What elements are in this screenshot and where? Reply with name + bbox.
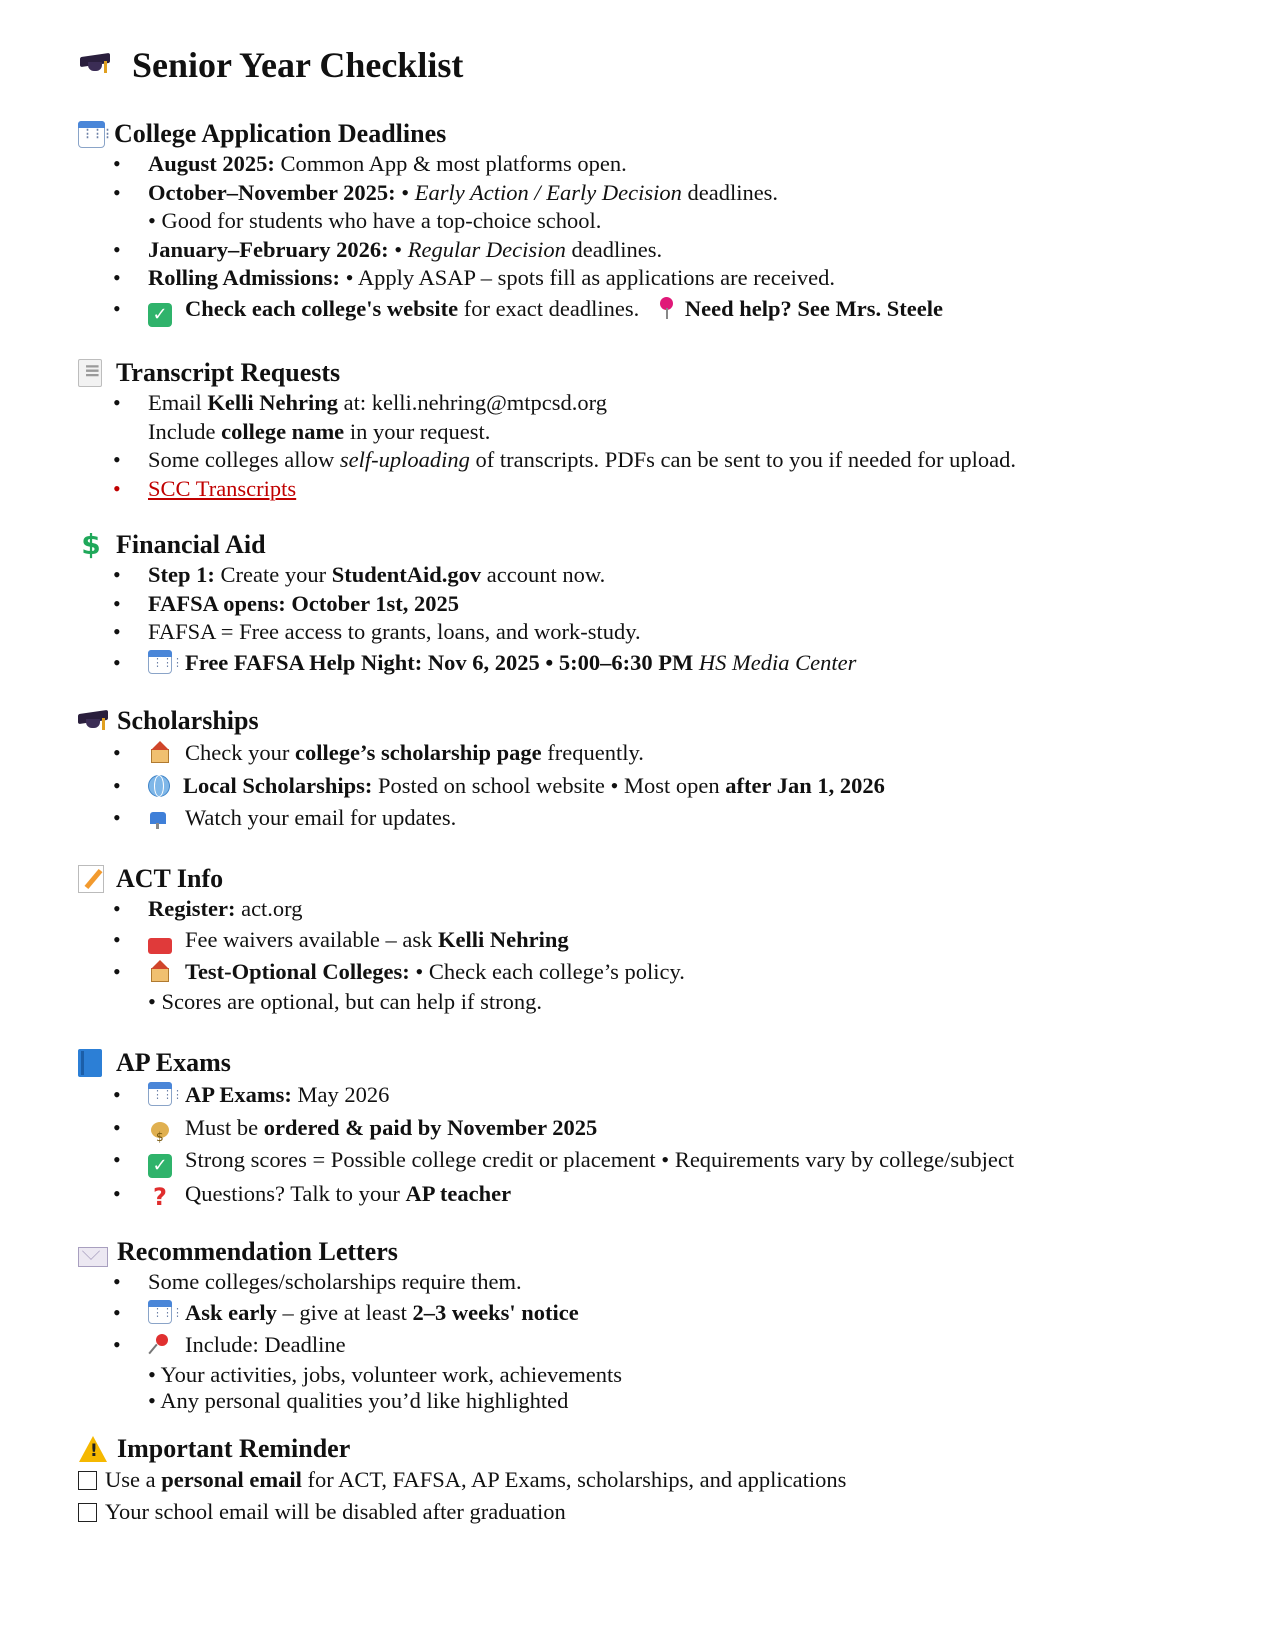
graduation-cap-icon [78,706,108,736]
list-item: • ✓ Check each college's website for exact deadlines. Need help? See Mrs. Steele [78,293,943,327]
calendar-icon [148,1300,172,1324]
reminder-checkbox-item: Your school email will be disabled after graduation [78,1499,566,1525]
list-item: • January–February 2026: • Regular Decision deadlines. [78,236,943,265]
page-title: Senior Year Checklist [80,44,463,86]
question-mark-icon: ? [153,1183,167,1211]
section-recommendation-letters [78,1236,622,1414]
transcript-list [78,389,1016,503]
memo-icon [78,865,104,893]
list-item: • Watch your email for updates. [78,802,885,835]
ap-list [78,1079,1014,1211]
list-item: • Test-Optional Colleges: • Check each college’s policy. • Scores are optional, but can help if strong. [78,956,685,1015]
school-icon [148,959,172,983]
section-important-reminder [78,1433,350,1465]
section-heading: ACT Info [78,863,685,895]
list-item: • August 2025: Common App & most platforms open. [78,150,943,179]
money-bag-icon [148,1115,172,1139]
section-heading: AP Exams [78,1047,1014,1079]
school-icon [148,740,172,764]
list-item: • Some colleges/scholarships require them. [78,1268,622,1297]
act-list [78,895,685,1015]
checkbox[interactable] [78,1503,97,1522]
scholarships-list [78,737,885,835]
check-mark-icon: ✓ [148,1154,172,1178]
list-item: • Register: act.org [78,895,685,924]
list-item: • FAFSA = Free access to grants, loans, and work-study. [78,618,856,647]
list-item: • October–November 2025: • Early Action / Early Decision deadlines. • Good for students who have a top-choice school. [78,179,943,236]
section-heading: ≡ Transcript Requests [78,357,1016,389]
list-item: • Email Kelli Nehring at: kelli.nehring@mtpcsd.org Include college name in your request. [78,389,1016,446]
section-heading: ⋮⋮⋮ College Application Deadlines [78,118,943,150]
section-heading: ! Important Reminder [78,1433,350,1465]
deadline-list [78,150,943,327]
graduation-cap-icon [80,49,118,81]
ticket-icon [148,938,172,954]
list-item: • Step 1: Create your StudentAid.gov account now. [78,561,856,590]
calendar-icon [148,650,172,674]
section-transcripts [78,357,1016,503]
section-act-info [78,863,685,1015]
envelope-icon [78,1247,108,1267]
list-item: ⋮⋮⋮• Free FAFSA Help Night: Nov 6, 2025 • 5:00–6:30 PM HS Media Center [78,647,856,680]
section-heading: Scholarships [78,705,885,737]
section-ap-exams [78,1047,1014,1211]
section-scholarships [78,705,885,835]
list-item: • FAFSA opens: October 1st, 2025 [78,590,856,619]
section-heading: Recommendation Letters [78,1236,622,1268]
list-item [78,475,1016,504]
list-item: • Fee waivers available – ask Kelli Nehring [78,924,685,957]
dollar-sign-icon: $ [81,528,101,561]
pushpin-icon [148,1332,172,1356]
list-item: • Some colleges allow self-uploading of transcripts. PDFs can be sent to you if needed for upload. [78,446,1016,475]
list-item: ⋮⋮⋮• AP Exams: May 2026 [78,1079,1014,1112]
document-icon [78,359,102,387]
section-college-deadlines [78,118,943,327]
list-item: • Rolling Admissions: • Apply ASAP – spots fill as applications are received. [78,264,943,293]
list-item: • ? Questions? Talk to your AP teacher [78,1178,1014,1211]
checkbox[interactable] [78,1471,97,1490]
globe-icon [148,775,170,797]
section-heading: $ Financial Aid [78,529,856,561]
check-mark-icon: ✓ [148,303,172,327]
list-item: ⋮⋮⋮• Ask early – give at least 2–3 weeks' notice [78,1297,622,1330]
list-item: • Local Scholarships: Posted on school website • Most open after Jan 1, 2026 [78,770,885,803]
warning-icon [79,1436,107,1462]
recommendations-list [78,1268,622,1414]
list-item: $• Must be ordered & paid by November 2025 [78,1112,1014,1145]
calendar-icon [78,121,105,148]
list-item: • Check your college’s scholarship page frequently. [78,737,885,770]
list-item: • ✓ Strong scores = Possible college credit or placement • Requirements vary by college/subject [78,1144,1014,1178]
calendar-icon [148,1082,172,1106]
mailbox-icon [148,805,172,829]
blue-book-icon [78,1049,102,1077]
section-financial-aid [78,529,856,679]
scc-transcripts-link[interactable]: SCC Transcripts [148,475,297,501]
list-item: • Include: Deadline • Your activities, jobs, volunteer work, achievements • Any personal qualities you’d like highlighted [78,1329,622,1414]
round-pushpin-icon [655,296,679,320]
financial-aid-list [78,561,856,679]
reminder-checkbox-item: Use a personal email for ACT, FAFSA, AP Exams, scholarships, and applications [78,1467,846,1493]
